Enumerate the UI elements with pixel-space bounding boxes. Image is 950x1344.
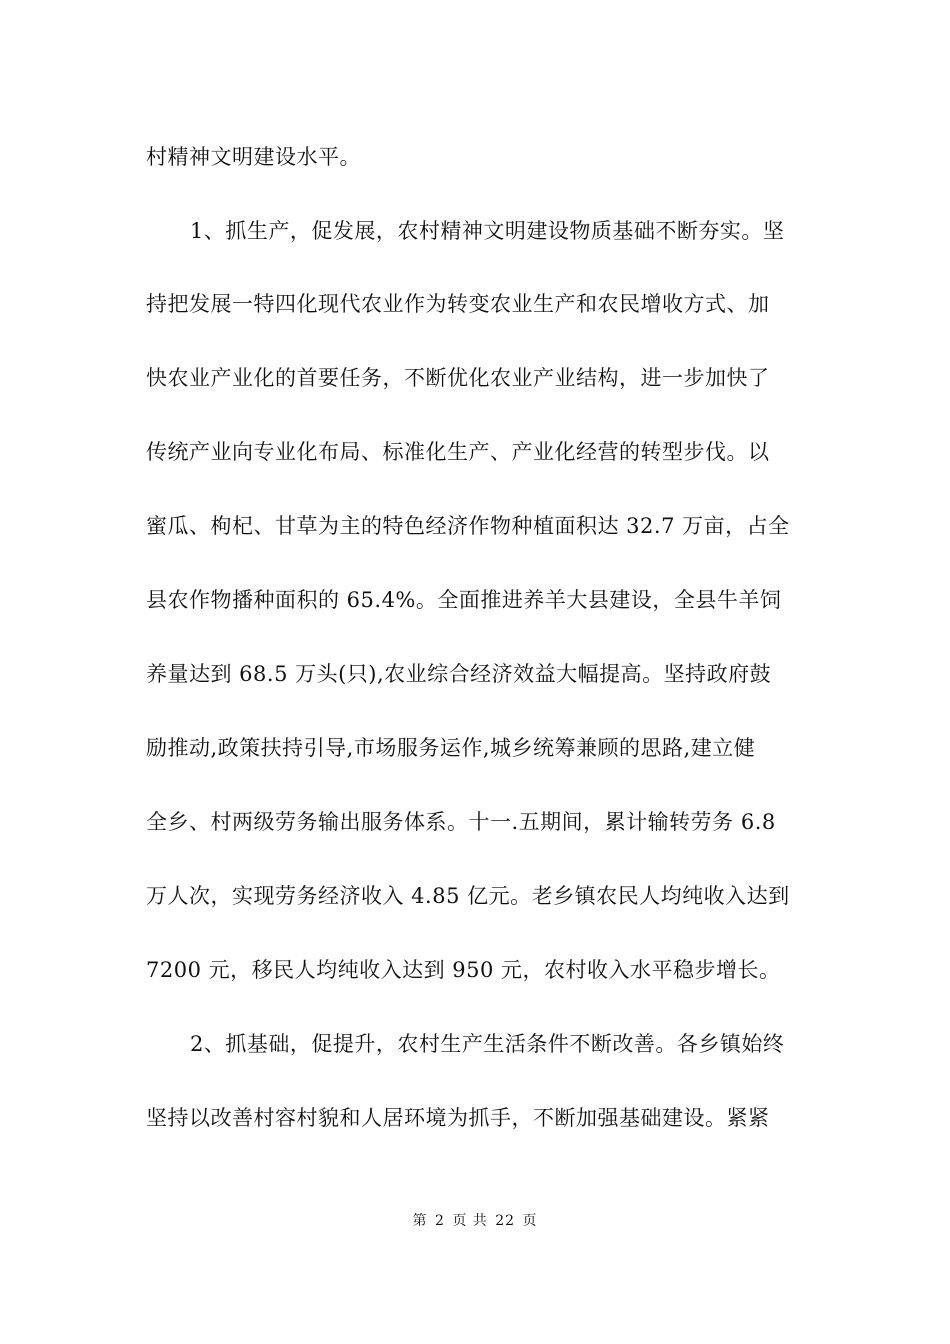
page-footer [0, 1211, 950, 1231]
text-line: 励推动,政策扶持引导,市场服务运作,城乡统筹兼顾的思路,建立健 [146, 736, 756, 760]
footer-suffix: 页 [522, 1213, 538, 1229]
text-line: 全乡、村两级劳务输出服务体系。十一.五期间，累计输转劳务 6.8 [146, 810, 776, 834]
paragraph-start: 1、抓生产，促发展，农村精神文明建设物质基础不断夯实。坚 [190, 219, 785, 243]
footer-prefix: 第 [412, 1213, 428, 1229]
footer-middle: 页 共 [452, 1213, 488, 1229]
text-line: 县农作物播种面积的 65.4%。全面推进养羊大县建设，全县牛羊饲 [146, 588, 782, 612]
footer-page-number: 2 [434, 1213, 445, 1229]
text-line: 传统产业向专业化布局、标准化生产、产业化经营的转型步伐。以 [146, 440, 770, 464]
text-line: 坚持以改善村容村貌和人居环境为抓手，不断加强基础建设。紧紧 [146, 1106, 770, 1130]
text-line: 村精神文明建设水平。 [146, 145, 361, 169]
text-line: 万人次，实现劳务经济收入 4.85 亿元。老乡镇农民人均纯收入达到 [146, 884, 790, 908]
text-line: 蜜瓜、枸杞、甘草为主的特色经济作物种植面积达 32.7 万亩，占全 [146, 514, 790, 538]
text-line: 快农业产业化的首要任务，不断优化农业产业结构，进一步加快了 [146, 366, 770, 390]
text-line: 养量达到 68.5 万头(只),农业综合经济效益大幅提高。坚持政府鼓 [146, 662, 772, 686]
paragraph-start: 2、抓基础，促提升，农村生产生活条件不断改善。各乡镇始终 [190, 1032, 785, 1056]
text-line: 7200 元，移民人均纯收入达到 950 元，农村收入水平稳步增长。 [146, 958, 781, 982]
text-line: 持把发展一特四化现代农业作为转变农业生产和农民增收方式、加 [146, 292, 770, 316]
footer-total-pages: 22 [495, 1213, 516, 1229]
